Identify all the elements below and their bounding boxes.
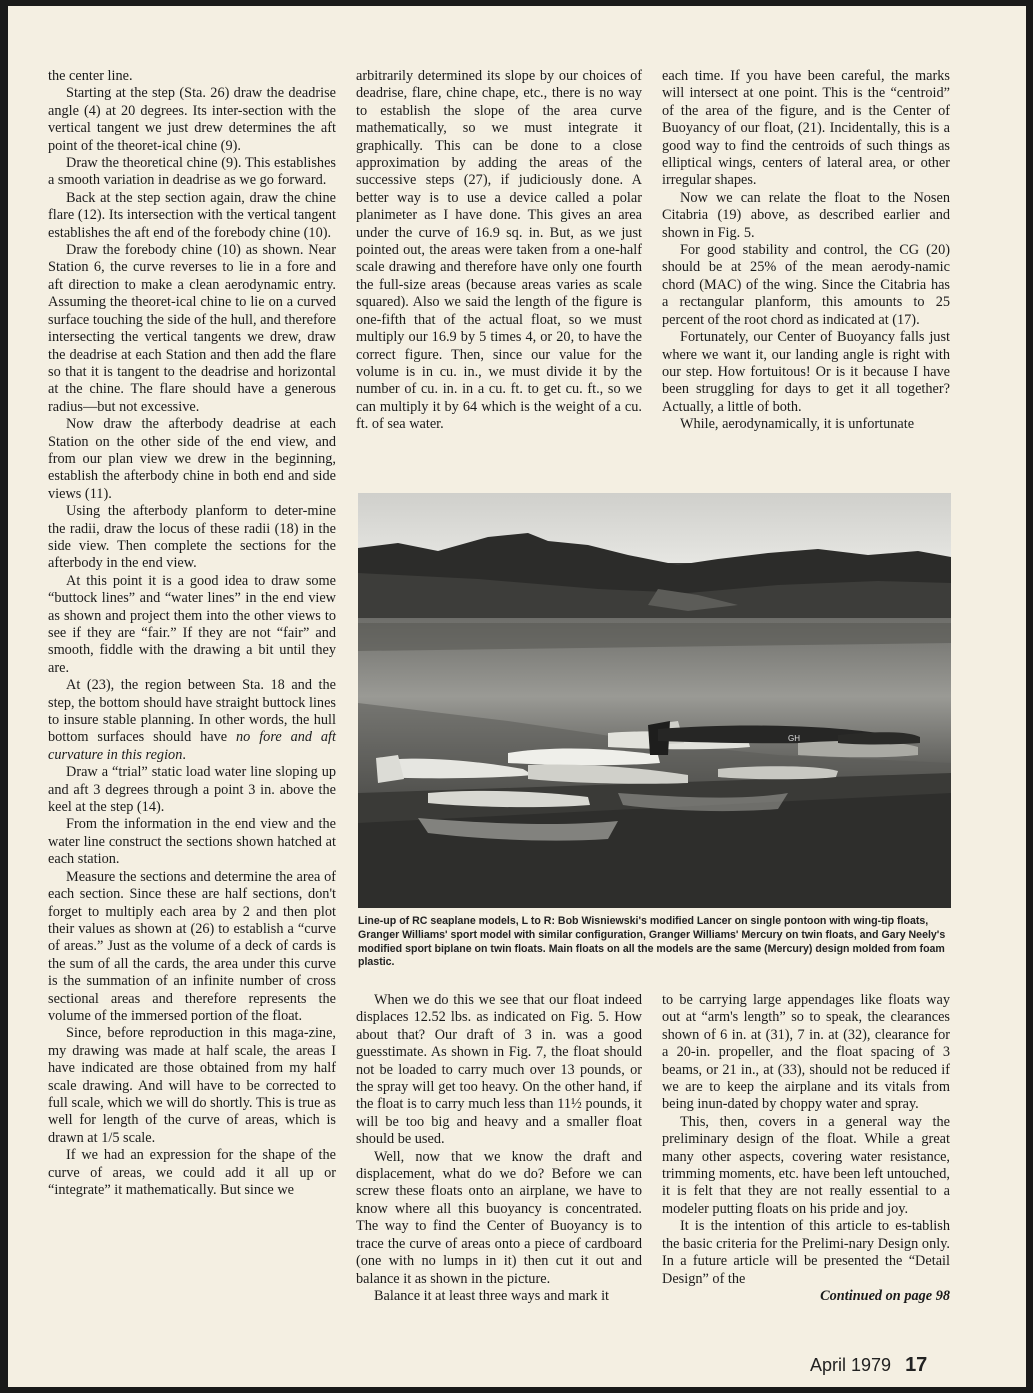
paragraph: At this point it is a good idea to draw some “buttock lines” and “water lines” in the end view as shown and project them into the other views to see if they are “fair.” If they are not “fair” and smooth, fiddle with the drawing a bit until they are.	[48, 572, 336, 676]
paragraph: From the information in the end view and the water line construct the sections shown hatched at each station.	[48, 816, 336, 868]
paragraph: While, aerodynamically, it is unfortunate	[680, 416, 915, 433]
magazine-page	[8, 6, 1026, 1387]
text-column-middle-lower	[356, 992, 642, 1305]
paragraph: each time. If you have been careful, the marks will intersect at one point. This is the “centroid” of the area of the figure, and is the Center of Buoyancy of our float, (21). Incidentally, this is a good way to find the centroids of such things as elliptical wings, centers of lateral area, or other irregular shapes.	[662, 68, 950, 189]
continued-note: Continued on page 98	[820, 1287, 950, 1304]
paragraph: Since, before reproduction in this maga-zine, my drawing was made at half scale, the areas I have indicated are those obtained from my half scale drawing. And will have to be corrected to full scale, which we will do shortly. This is true as well for length of the curve of areas, which is drawn at 1/5 scale.	[48, 1025, 336, 1146]
page-footer	[810, 1354, 927, 1377]
paragraph: arbitrarily determined its slope by our choices of deadrise, flare, chine chape, etc., there is no way to establish the slope of the area curve mathematically, so we must integrate it graphically. This can be done to a close approximation by adding the areas of the successive steps (27), if judiciously done. A better way is to use a device called a polar planimeter as I have done. This gives an area under the curve of 16.9 sq. in. But, as we just pointed out, the areas were taken from a one-half scale drawing and therefore have only one fourth the full-size areas (because areas varies as scale squared). Also we said the length of the figure is one-fifth that of the actual float, so we must multiply our 16.9 by 5 times 4, or 20, to have the correct figure. Then, since our value for the volume is in cu. in., we must divide it by the number of cu. in. in a cu. ft. to get cu. ft., so we can multiply it by 64 which is the weight of a cu. ft. of sea water.	[356, 68, 642, 433]
paragraph: Fortunately, our Center of Buoyancy falls just where we want it, our landing angle is right with our step. How fortuitous! Or is it because I have been struggling for days to get it all together? Actually, a little of both.	[662, 329, 950, 415]
text-column-right-lower	[662, 992, 950, 1305]
emphasis-text: no fore and aft curvature in this region	[48, 729, 337, 763]
text-column-right	[662, 68, 950, 434]
paragraph: Balance it at least three ways and mark it	[374, 1287, 610, 1304]
paragraph: Draw the forebody chine (10) as shown. Near Station 6, the curve reverses to lie in a fore and aft direction to make a clean aerodynamic entry. Assuming the theoret-ical chine to lie on a curved surface touching the side of the hull, and therefore intersecting the vertical tangents we drew, draw the deadrise at each Station and then add the flare so that it is tangent to the deadrise and horizontal at the chine. The flare should have a generous radius—but not excessive.	[48, 242, 336, 415]
registration-text: GH	[788, 734, 800, 743]
seaplane-photo	[358, 493, 951, 908]
paragraph: Now we can relate the float to the Nosen Citabria (19) above, as described earlier and shown in Fig. 5.	[662, 189, 950, 241]
paragraph: the center line.	[48, 68, 133, 84]
lake-scene-image	[358, 493, 951, 908]
paragraph: Draw a “trial” static load water line sloping up and aft 3 degrees through a point 3 in. above the keel at the step (14).	[48, 764, 336, 816]
paragraph: Now draw the afterbody deadrise at each Station on the other side of the end view, and from our plan view we drew in the beginning, establish the afterbody chine in both end and side views (11).	[48, 416, 336, 502]
paragraph	[48, 677, 336, 764]
paragraph: Well, now that we know the draft and displacement, what do we do? Before we can screw these floats onto an airplane, we have to know where all this buoyancy is concentrated. The way to find the Center of Buoyancy is to trace the curve of areas onto a piece of cardboard (one with no lumps in it) then cut it out and balance it as shown in the picture.	[356, 1148, 642, 1287]
paragraph: Back at the step section again, draw the chine flare (12). Its intersection with the vertical tangent establishes the aft end of the forebody chine (10).	[48, 189, 336, 241]
paragraph: Draw the theoretical chine (9). This establishes a smooth variation in deadrise as we go forward.	[48, 155, 336, 189]
paragraph: to be carrying large appendages like floats way out at “arm's length” so to speak, the clearances shown of 6 in. at (31), 7 in. at (32), clearance for a 20-in. propeller, and the float spacing of 3 beams, or 21 in., at (33), should not be reduced if we are to keep the airplane and its vitals from being inun-dated by choppy water and spray.	[662, 992, 950, 1113]
paragraph-text: At (23), the region between Sta. 18 and the step, the bottom should have straight buttock lines to insure stable planning. In other words, the hull bottom surfaces should have	[48, 677, 336, 746]
text-column-middle	[356, 68, 642, 434]
paragraph: If we had an expression for the shape of the curve of areas, we could add it all up or “integrate” it mathematically. But since we	[48, 1147, 336, 1198]
page-number: 17	[905, 1354, 928, 1376]
paragraph: Starting at the step (Sta. 26) draw the deadrise angle (4) at 20 degrees. Its inter-section with the vertical tangent we just drew determines the aft point of the theoret-ical chine (9).	[48, 85, 336, 154]
paragraph: It is the intention of this article to es-tablish the basic criteria for the Prelimi-nary Design only. In a future article will be presented the “Detail Design” of the	[662, 1218, 950, 1287]
issue-date: April 1979	[810, 1355, 892, 1375]
paragraph: For good stability and control, the CG (20) should be at 25% of the mean aerody-namic chord (MAC) of the wing. Since the Citabria has a rectangular planform, this amounts to 25 percent of the root chord as indicated at (17).	[662, 242, 950, 328]
paragraph: Measure the sections and determine the area of each section. Since these are half sections, don't forget to multiply each area by 2 and then plot their values as shown at (26) to establish a “curve of areas.” Just as the volume of a deck of cards is the sum of all the cards, the area under this curve is the summation of an infinite number of cross sectional areas and therefore represents the volume of the immersed portion of the float.	[48, 868, 336, 1024]
paragraph: When we do this we see that our float indeed displaces 12.52 lbs. as indicated on Fig. 5. How about that? Our draft of 3 in. was a good guesstimate. As shown in Fig. 7, the float should not be loaded to carry much over 13 pounds, or the spray will get too heavy. On the other hand, if the float is to carry much less than 11½ pounds, it will be too big and heavy and a smaller float should be used.	[356, 992, 642, 1148]
paragraph: This, then, covers in a general way the preliminary design of the float. While a great many other aspects, covering water resistance, trimming moments, etc. have been left untouched, it is felt that they are not really essential to a modeler putting floats on his pride and joy.	[662, 1113, 950, 1217]
photo-caption: Line-up of RC seaplane models, L to R: Bob Wisniewski's modified Lancer on single pontoon with wing-tip floats, Granger Williams' sport model with similar configuration, Granger Williams' Mercury on twin floats, and Gary Neely's modified sport biplane on twin floats. Main floats on all the models are the same (Mercury) design molded from foam plastic.	[358, 915, 946, 969]
text-column-left	[48, 68, 336, 1199]
paragraph: Using the afterbody planform to deter-mine the radii, draw the locus of these radii (18) in the side view. Then complete the sections for the afterbody in the end view.	[48, 503, 336, 572]
paragraph-text-end: .	[182, 746, 186, 763]
